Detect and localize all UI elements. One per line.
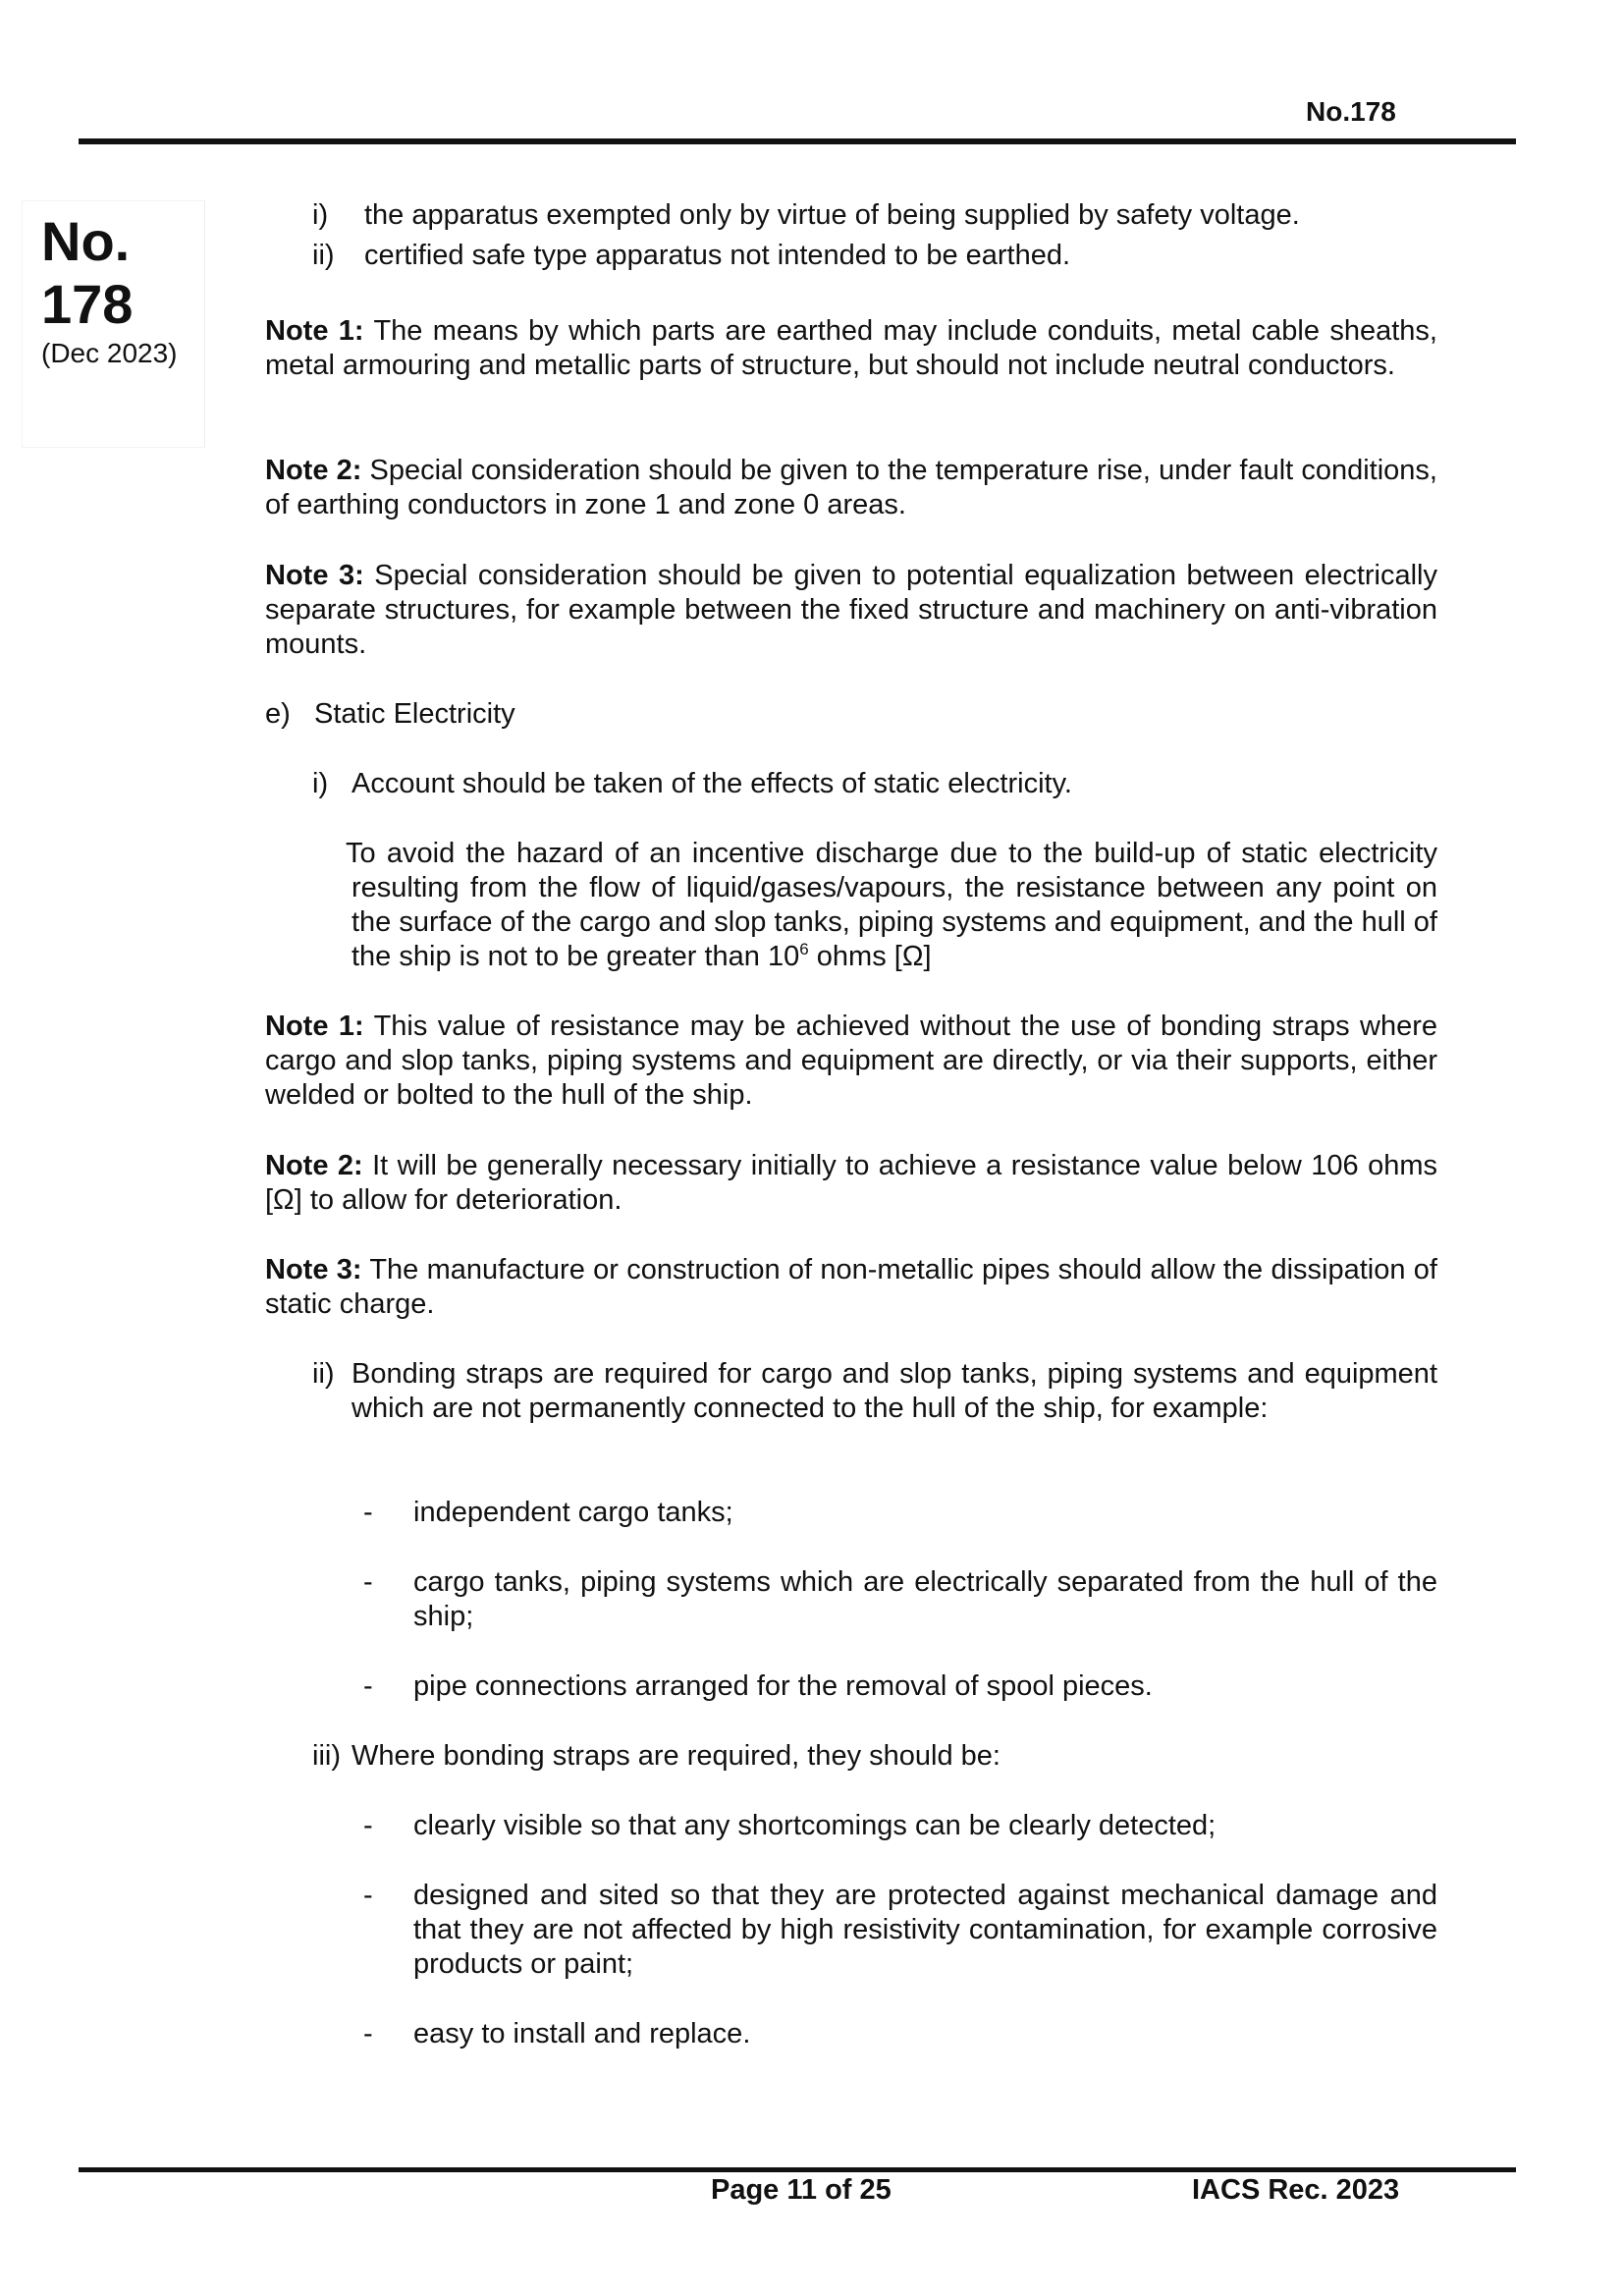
bullet-marker: - [363,1810,373,1841]
note-text: The manufacture or construction of non-metallic pipes should allow the dissipation of static charge. [265,1254,1437,1320]
list-item: certified safe type apparatus not intended to be earthed. [364,240,1071,271]
note-text: This value of resistance may be achieved without the use of bonding straps where cargo and slop tanks, piping systems and equipment are directly, or via their supports, either welded or bolted to the hull of the ship. [265,1011,1437,1111]
bullet-item: clearly visible so that any shortcomings can be clearly detected; [413,1810,1216,1841]
bullet-marker: - [363,2018,373,2050]
bullet-item: designed and sited so that they are protected against mechanical damage and that they are not affected by high resistivity contamination, for example corrosive products or paint; [413,1880,1437,1980]
header-rule [79,138,1516,144]
bullet-item: independent cargo tanks; [413,1497,733,1528]
note-label: Note 3: [265,1254,362,1285]
sidebar-number-line1: No. [41,210,131,272]
note-label: Note 3: [265,560,364,591]
note-paragraph [265,1253,1437,1322]
list-item: the apparatus exempted only by virtue of being supplied by safety voltage. [364,199,1300,231]
sidebar-number [41,210,133,336]
list-marker: iii) [312,1740,341,1772]
list-marker: ii) [312,240,335,271]
note-label: Note 1: [265,315,364,347]
footer-rec-label: IACS Rec. 2023 [1192,2174,1400,2206]
note-text: It will be generally necessary initially to achieve a resistance value below 106 ohms [Ω] to allow for deterioration. [265,1150,1437,1216]
note-paragraph [265,559,1437,662]
list-marker: i) [312,199,329,231]
list-marker: i) [312,768,329,799]
note-paragraph [265,454,1437,522]
resistance-exponent: 6 [799,940,809,958]
note-paragraph [265,1010,1437,1113]
section-title: Static Electricity [314,698,515,730]
bullet-marker: - [363,1566,373,1598]
note-label: Note 2: [265,1150,363,1181]
note-label: Note 1: [265,1011,364,1042]
note-text: Special consideration should be given to the temperature rise, under fault conditions, of earthing conductors in zone 1 and zone 0 areas. [265,455,1437,520]
bullet-item: cargo tanks, piping systems which are electrically separated from the hull of the ship; [413,1566,1437,1632]
sidebar-number-line2: 178 [41,273,134,335]
note-paragraph [265,1149,1437,1218]
resistance-paragraph [346,837,1437,974]
sidebar-date: (Dec 2023) [41,338,178,368]
bullet-item: pipe connections arranged for the removal of spool pieces. [413,1670,1153,1702]
resistance-text: To avoid the hazard of an incentive discharge due to the build-up of static electricity resulting from the flow of liquid/gases/vapours, the resistance between any point on the surface of the cargo and slop tanks, piping systems and equipment, and the hull of the ship is not to be greater than 10 [346,838,1437,972]
bullet-item: easy to install and replace. [413,2018,751,2050]
bullet-marker: - [363,1880,373,1911]
bullet-marker: - [363,1497,373,1528]
section-marker: e) [265,698,291,730]
bullet-marker: - [363,1670,373,1702]
list-item: Where bonding straps are required, they should be: [351,1740,1000,1772]
footer-rule [79,2167,1516,2172]
header-doc-number: No.178 [1306,96,1396,127]
list-item: Account should be taken of the effects of static electricity. [351,768,1072,799]
note-text: Special consideration should be given to potential equalization between electrically separate structures, for example between the fixed structure and machinery on anti-vibration mounts. [265,560,1437,660]
resistance-unit: ohms [Ω] [808,941,932,972]
note-text: The means by which parts are earthed may include conduits, metal cable sheaths, metal armouring and metallic parts of structure, but should not include neutral conductors. [265,315,1437,381]
note-paragraph [265,314,1437,383]
list-item: Bonding straps are required for cargo and slop tanks, piping systems and equipment which are not permanently connected to the hull of the ship, for example: [351,1358,1437,1424]
note-label: Note 2: [265,455,362,486]
footer-page-number: Page 11 of 25 [711,2174,892,2206]
list-marker: ii) [312,1358,335,1390]
